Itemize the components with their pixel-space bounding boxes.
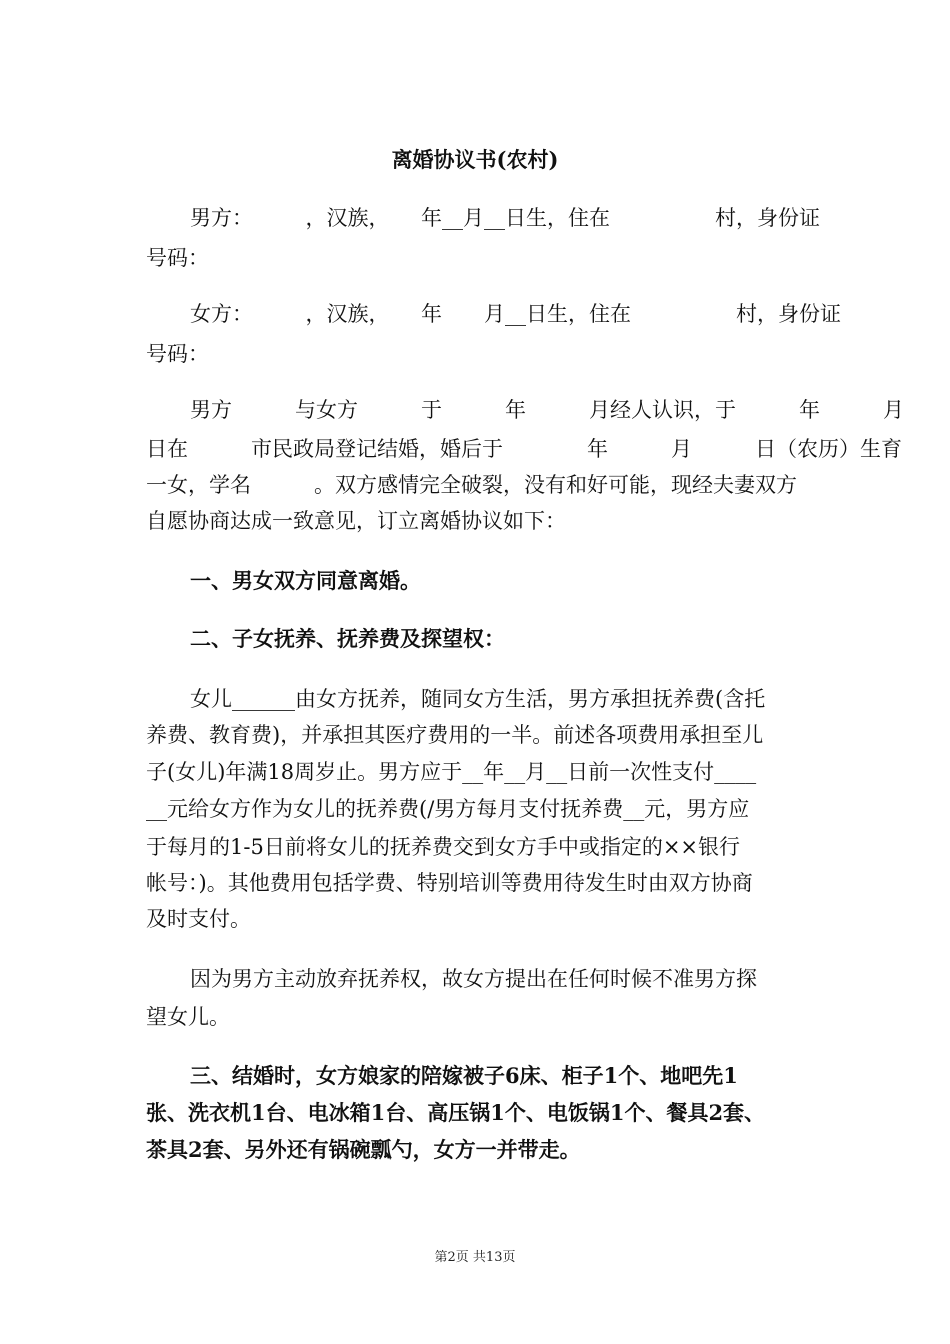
clause-3-line-2: 张、洗衣机1台、电冰箱1台、高压锅1个、电饭锅1个、餐具2套、 [146, 1100, 766, 1125]
background-line-1: 男方 与女方 于 年 月经人认识，于 年 月 [190, 398, 904, 422]
clause-2-line-5: 于每月的1-5日前将女儿的抚养费交到女方手中或指定的××银行 [146, 835, 741, 859]
clause-3-line-1: 三、结婚时，女方娘家的陪嫁被子6床、柜子1个、地吧先1 [190, 1063, 738, 1088]
clause-2-line-2: 养费、教育费)，并承担其医疗费用的一半。前述各项费用承担至儿 [146, 723, 764, 747]
background-line-4: 自愿协商达成一致意见，订立离婚协议如下： [146, 509, 566, 533]
clause-2-line-3: 子(女儿)年满18周岁止。男方应于__年__月__日前一次性支付____ [146, 760, 757, 784]
background-line-2: 日在 市民政局登记结婚，婚后于 年 月 日（农历）生育 [146, 437, 902, 461]
page-footer: 第2页 共13页 [434, 1250, 516, 1265]
wife-line-2: 号码： [146, 342, 209, 366]
clause-1: 一、男女双方同意离婚。 [190, 568, 421, 593]
husband-line-1: 男方： ，汉族， 年__月__日生，住在 村，身份证 [190, 206, 820, 230]
visitation-line-1: 因为男方主动放弃抚养权，故女方提出在任何时候不准男方探 [190, 967, 757, 991]
visitation-line-2: 望女儿。 [146, 1005, 230, 1029]
clause-3-line-3: 茶具2套、另外还有锅碗瓢勺，女方一并带走。 [146, 1137, 581, 1162]
clause-2-heading: 二、子女抚养、抚养费及探望权： [190, 626, 505, 651]
clause-2-line-4: __元给女方作为女儿的抚养费(/男方每月支付抚养费__元，男方应 [146, 797, 750, 821]
document-title: 离婚协议书(农村) [391, 147, 559, 172]
background-line-3: 一女，学名 。双方感情完全破裂，没有和好可能，现经夫妻双方 [146, 473, 797, 497]
clause-2-line-7: 及时支付。 [146, 907, 251, 931]
husband-line-2: 号码： [146, 246, 209, 270]
wife-line-1: 女方： ，汉族， 年 月__日生，住在 村，身份证 [190, 302, 841, 326]
clause-2-line-1: 女儿______由女方抚养，随同女方生活，男方承担抚养费(含托 [190, 687, 766, 711]
clause-2-line-6: 帐号：)。其他费用包括学费、特别培训等费用待发生时由双方协商 [146, 871, 753, 895]
